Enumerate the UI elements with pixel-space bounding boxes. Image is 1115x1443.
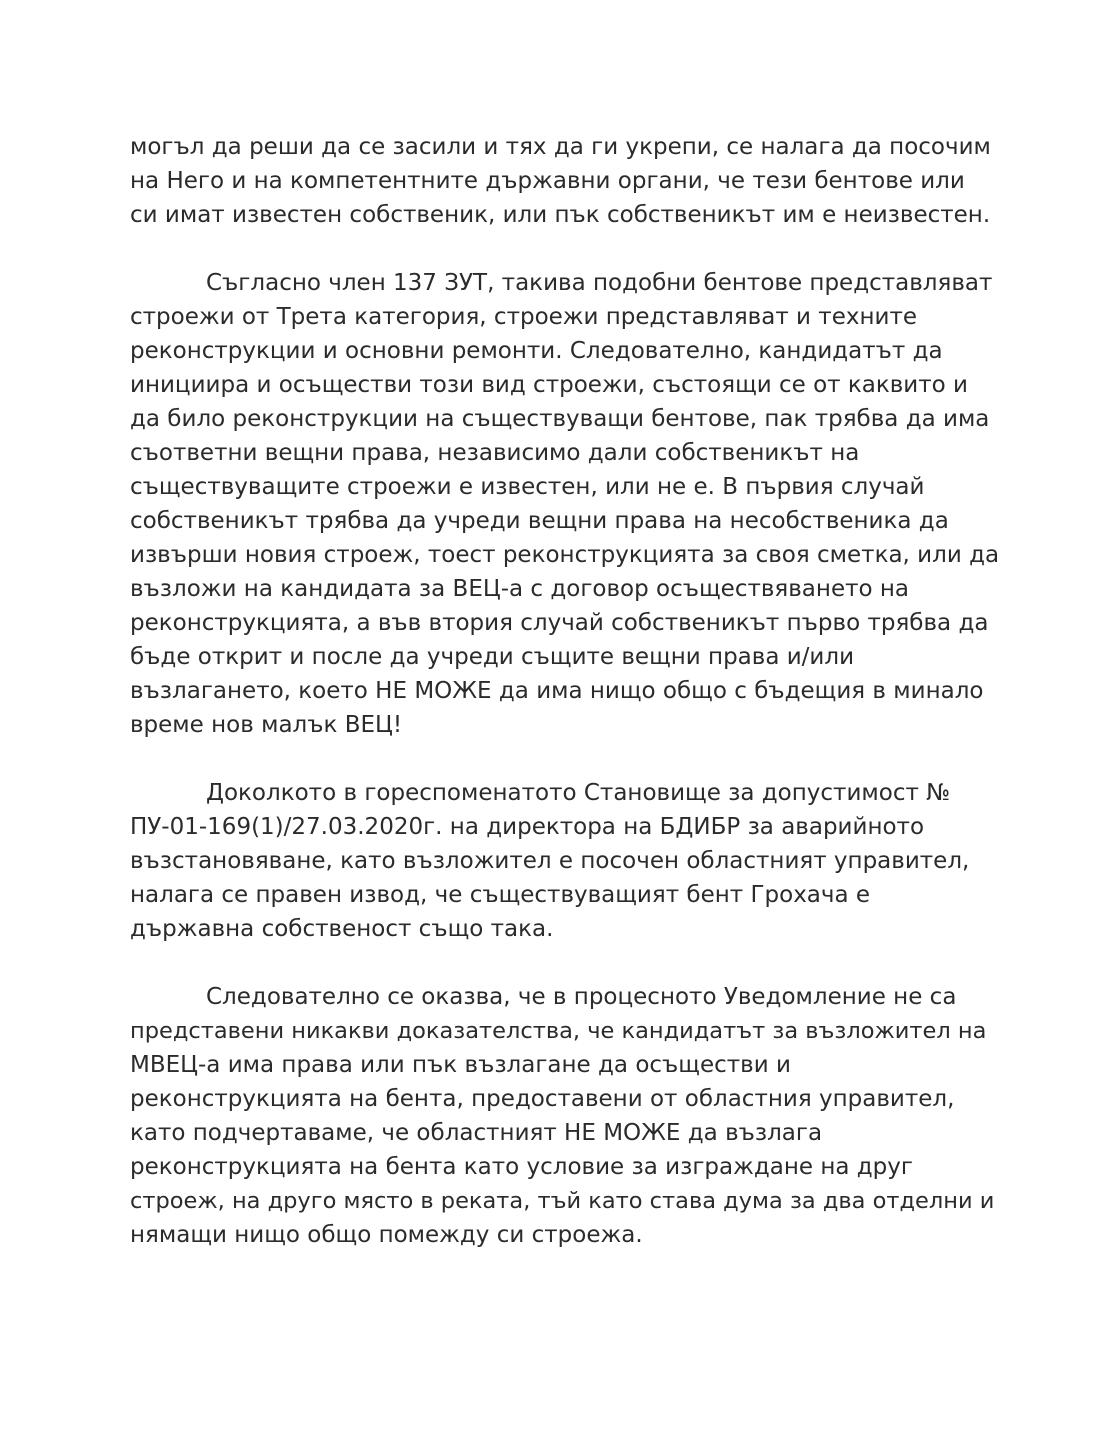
paragraph-4 xyxy=(130,980,1000,1252)
text-line: реконструкцията на бента като условие за изграждане на друг xyxy=(130,1154,913,1180)
text-line: извърши новия строеж, тоест реконструкцията за своя сметка, или да xyxy=(130,542,1000,568)
text-line: бъде открит и после да учреди същите вещни права и/или xyxy=(130,644,855,670)
text-line: време нов малък ВЕЦ! xyxy=(130,712,403,738)
text-line: на Него и на компетентните държавни органи, че тези бентове или xyxy=(130,168,965,194)
paragraph-3 xyxy=(130,776,1000,946)
text-line-indented: Доколкото в гореспоменатото Становище за допустимост № xyxy=(206,780,951,806)
document-body xyxy=(130,130,1000,1252)
text-line: строеж, на друго място в реката, тъй като става дума за два отделни и xyxy=(130,1188,995,1214)
text-line: съответни вещни права, независимо дали собственикът на xyxy=(130,440,860,466)
text-line: нямащи нищо общо помежду си строежа. xyxy=(130,1222,643,1248)
text-line: налага се правен извод, че съществуващият бент Грохача е xyxy=(130,882,871,908)
text-line: собственикът трябва да учреди вещни права на несобственика да xyxy=(130,508,949,534)
text-line: държавна собственост също така. xyxy=(130,916,554,942)
text-line: възлагането, което НЕ МОЖЕ да има нищо общо с бъдещия в минало xyxy=(130,678,984,704)
text-line: като подчертаваме, че областният НЕ МОЖЕ да възлага xyxy=(130,1120,823,1146)
paragraph-1 xyxy=(130,130,1000,232)
text-line: възложи на кандидата за ВЕЦ-а с договор осъществяването на xyxy=(130,576,910,602)
text-line: МВЕЦ-а има права или пък възлагане да осъществи и xyxy=(130,1052,791,1078)
text-line: си имат известен собственик, или пък собственикът им е неизвестен. xyxy=(130,202,991,228)
text-line: ПУ-01-169(1)/27.03.2020г. на директора на БДИБР за аварийното xyxy=(130,814,925,840)
text-line: строежи от Трета категория, строежи представляват и техните xyxy=(130,304,917,330)
text-line: могъл да реши да се засили и тях да ги укрепи, се налага да посочим xyxy=(130,134,991,160)
text-line: реконструкции и основни ремонти. Следователно, кандидатът да xyxy=(130,338,943,364)
text-line: съществуващите строежи е известен, или не е. В първия случай xyxy=(130,474,925,500)
text-line: инициира и осъществи този вид строежи, състоящи се от каквито и xyxy=(130,372,968,398)
text-line-indented: Съгласно член 137 ЗУТ, такива подобни бентове представляват xyxy=(206,270,993,296)
paragraph-2 xyxy=(130,266,1000,742)
text-line: възстановяване, като възложител е посочен областният управител, xyxy=(130,848,970,874)
text-line: реконструкцията на бента, предоставени от областния управител, xyxy=(130,1086,955,1112)
text-line: да било реконструкции на съществуващи бентове, пак трябва да има xyxy=(130,406,990,432)
text-line-indented: Следователно се оказва, че в процесното Уведомление не са xyxy=(206,984,957,1010)
text-line: реконструкцията, а във втория случай собственикът първо трябва да xyxy=(130,610,989,636)
text-line: представени никакви доказателства, че кандидатът за възложител на xyxy=(130,1018,987,1044)
